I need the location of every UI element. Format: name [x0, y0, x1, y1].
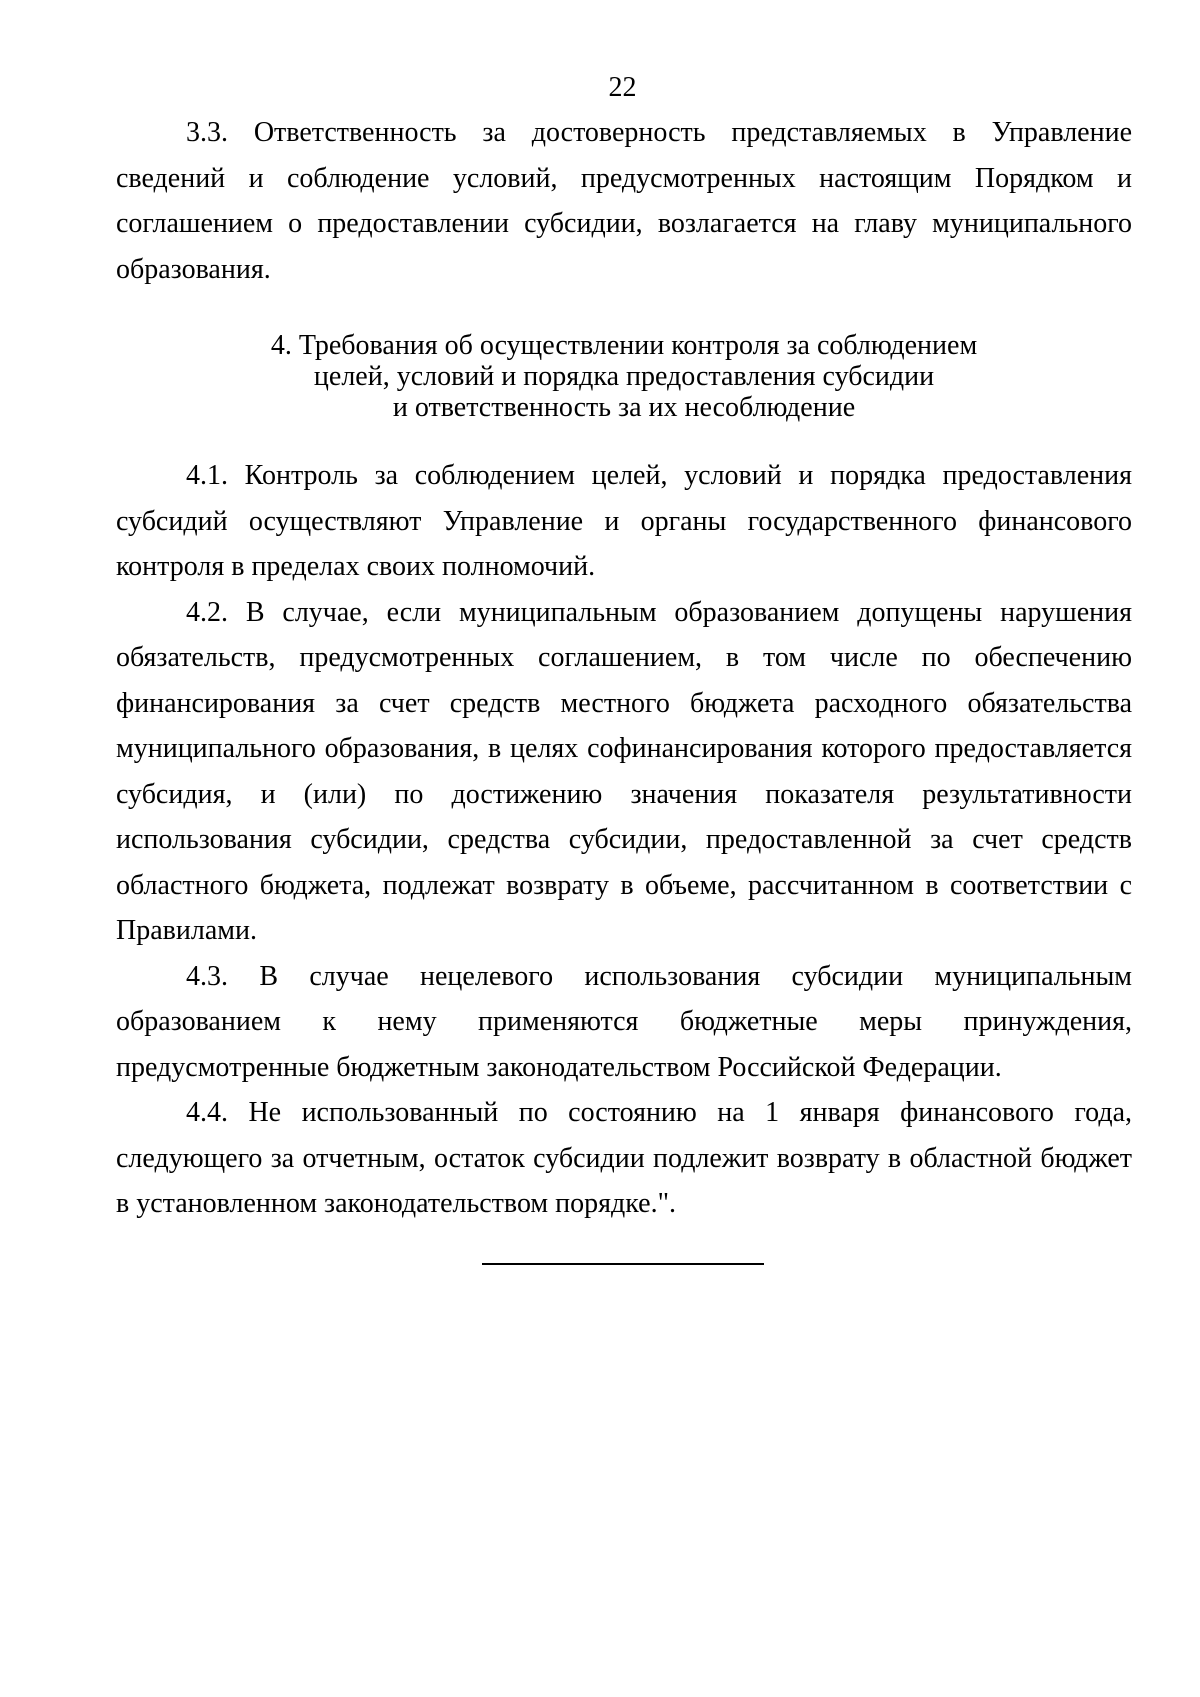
- section-4-heading-line-3: и ответственность за их несоблюдение: [392, 392, 856, 423]
- end-of-document-rule: [482, 1263, 764, 1265]
- page-number: 22: [608, 72, 637, 103]
- paragraph-4-4: 4.4. Не использованный по состоянию на 1 января финансового года, следующего за отчетным, остаток субсидии подлежит возврату в областной бюджет в установленном законодательством порядке.".: [116, 1097, 1132, 1219]
- paragraph-4-1: 4.1. Контроль за соблюдением целей, условий и порядка предоставления субсидий осуществляют Управление и органы государственного финансового контроля в пределах своих полномочий.: [116, 460, 1132, 582]
- section-4-heading-line-1: 4. Требования об осуществлении контроля за соблюдением: [270, 330, 978, 361]
- section-4-heading: [116, 330, 1132, 423]
- document-body: [116, 110, 1132, 1227]
- paragraph-4-2: 4.2. В случае, если муниципальным образованием допущены нарушения обязательств, предусмотренных соглашением, в том числе по обеспечению финансирования за счет средств местного бюджета расходного обязательства муниципального образования, в целях софинансирования которого предоставляется субсидия, и (или) по достижению значения показателя результативности использования субсидии, средства субсидии, предоставленной за счет средств областного бюджета, подлежат возврату в объеме, рассчитанном в соответствии с Правилами.: [116, 596, 1132, 946]
- paragraph-3-3: 3.3. Ответственность за достоверность представляемых в Управление сведений и соблюдение условий, предусмотренных настоящим Порядком и соглашением о предоставлении субсидии, возлагается на главу муниципального образования.: [116, 117, 1132, 285]
- section-4-heading-line-2: целей, условий и порядка предоставления субсидии: [313, 361, 935, 392]
- paragraph-4-3: 4.3. В случае нецелевого использования субсидии муниципальным образованием к нему применяются бюджетные меры принуждения, предусмотренные бюджетным законодательством Российской Федерации.: [116, 960, 1132, 1083]
